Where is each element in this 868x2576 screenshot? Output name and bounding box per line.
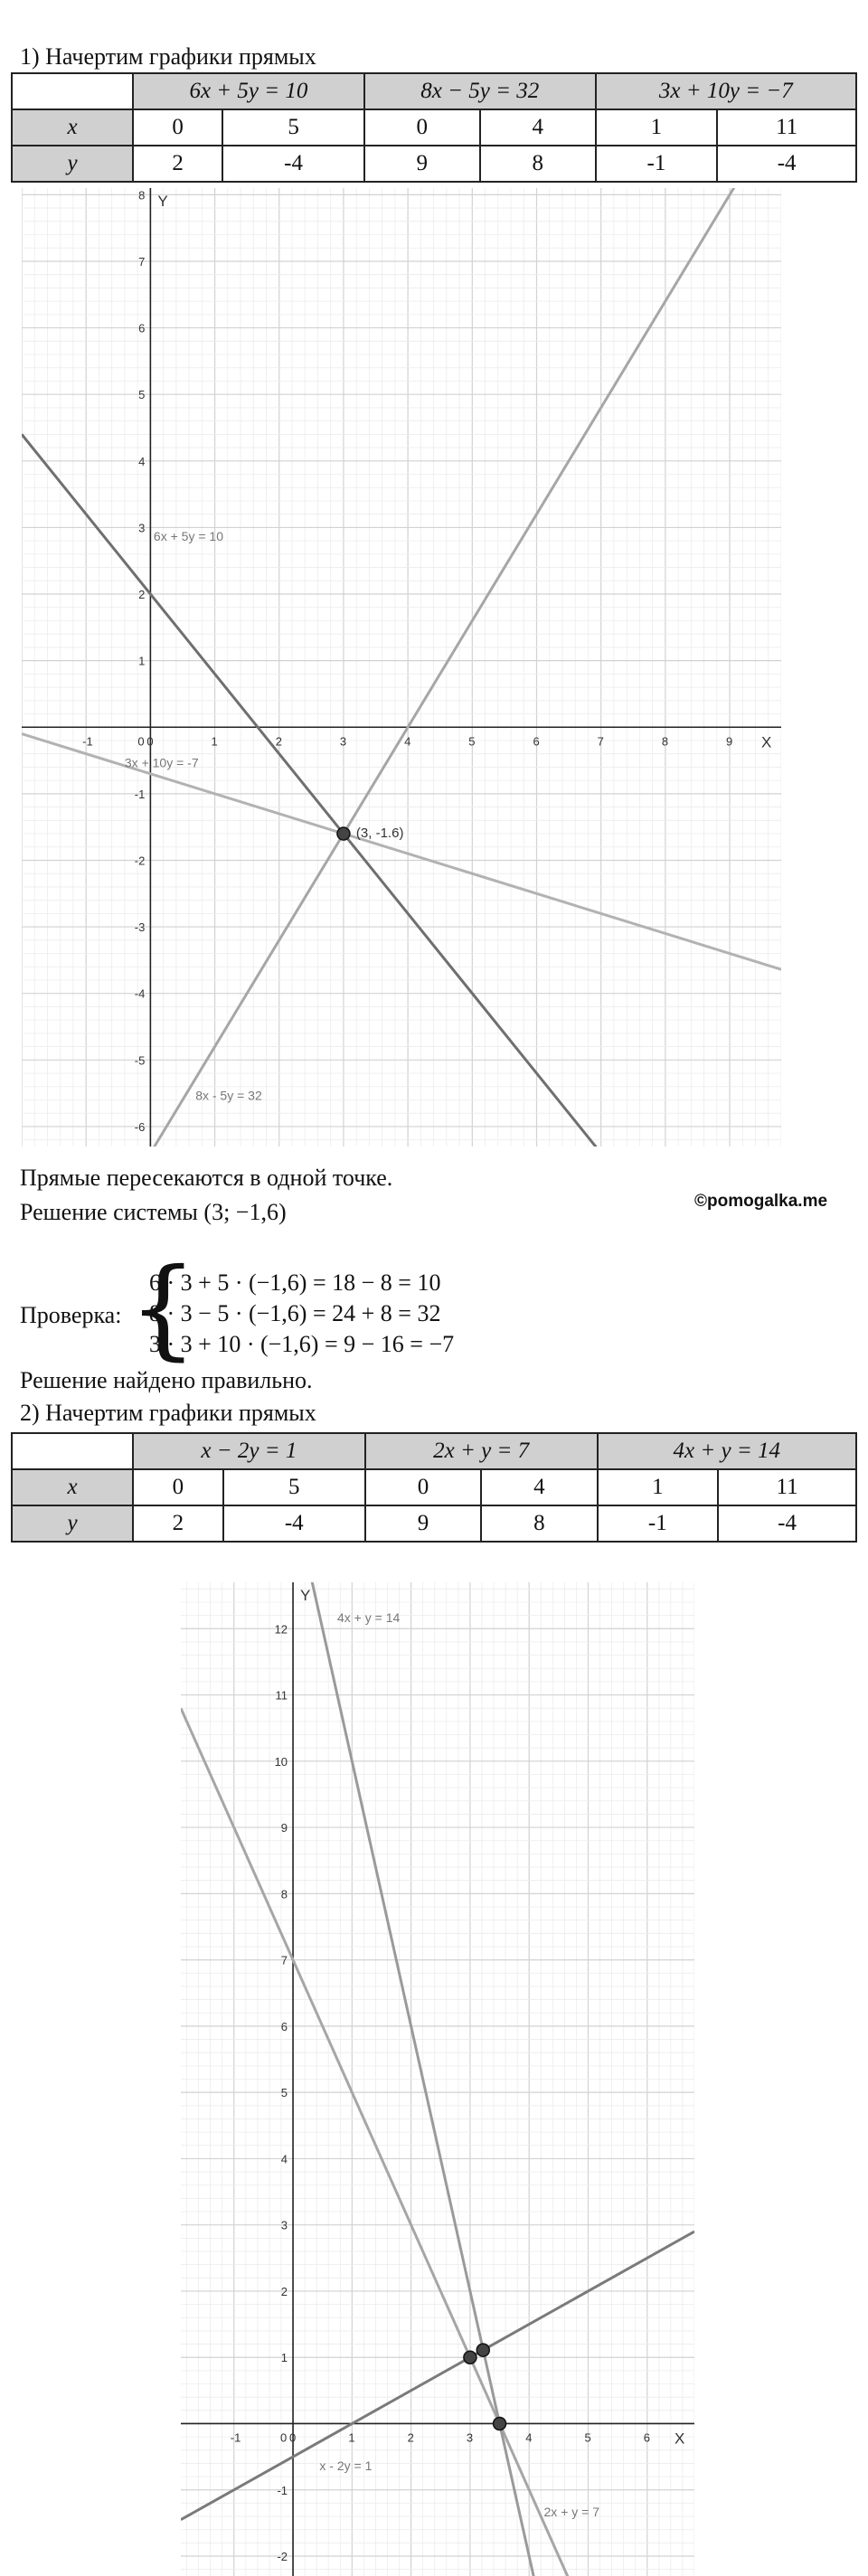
part1-values-table xyxy=(11,72,857,183)
origin-label: 0 xyxy=(280,2430,288,2445)
x-tick-label: 3 xyxy=(339,734,347,749)
series-line xyxy=(22,188,781,1146)
x-tick-label: 0 xyxy=(146,734,154,749)
y-tick-label: -2 xyxy=(134,854,146,868)
y-tick-label: 1 xyxy=(138,654,146,668)
table-cell: 0 xyxy=(364,109,480,146)
y-tick-label: 6 xyxy=(138,321,146,335)
equation-header: 6x + 5y = 10 xyxy=(133,73,364,109)
y-tick-label: 2 xyxy=(280,2284,288,2298)
check-line: 3 · 3 + 10 · (−1,6) = 9 − 16 = −7 xyxy=(149,1331,455,1357)
series-label: 4x + y = 14 xyxy=(337,1609,401,1625)
table-cell: 9 xyxy=(365,1505,481,1542)
table-cell: 0 xyxy=(133,1469,223,1505)
y-tick-label: -1 xyxy=(134,787,146,801)
table-cell: 2 xyxy=(133,1505,223,1542)
x-tick-label: 1 xyxy=(348,2430,355,2445)
x-tick-label: -1 xyxy=(230,2430,241,2445)
part1-heading: 1) Начертим графики прямых xyxy=(20,43,316,70)
intersection-point xyxy=(464,2351,476,2364)
y-axis-label: Y xyxy=(300,1587,311,1604)
y-tick-label: 6 xyxy=(280,2019,288,2033)
y-tick-label: -4 xyxy=(134,986,146,1001)
table-corner-cell xyxy=(12,73,133,109)
verified-text: Решение найдено правильно. xyxy=(20,1367,313,1393)
system-brace: { xyxy=(128,1246,198,1372)
part2-heading: 2) Начертим графики прямых xyxy=(20,1400,316,1426)
equation-header: 4x + y = 14 xyxy=(598,1433,857,1469)
y-tick-label: 11 xyxy=(275,1688,288,1703)
x-axis-label: X xyxy=(675,2430,685,2448)
y-tick-label: 7 xyxy=(138,254,146,269)
row-label-x: x xyxy=(12,109,133,146)
x-tick-label: 8 xyxy=(661,734,669,749)
y-tick-label: 12 xyxy=(274,1622,288,1637)
table-cell: -1 xyxy=(598,1505,719,1542)
table-row-y xyxy=(12,146,856,182)
table-header-row xyxy=(12,73,856,109)
equation-header: 8x − 5y = 32 xyxy=(364,73,596,109)
y-tick-label: 2 xyxy=(138,588,146,602)
table-cell: 11 xyxy=(718,1469,856,1505)
x-tick-label: 1 xyxy=(211,734,218,749)
table-cell: 1 xyxy=(596,109,718,146)
x-tick-label: 2 xyxy=(275,734,282,749)
intersection-point xyxy=(337,827,350,840)
x-tick-label: 6 xyxy=(643,2430,651,2445)
series-label: 8x - 5y = 32 xyxy=(195,1088,262,1103)
table-cell: 5 xyxy=(223,1469,365,1505)
table-cell: 9 xyxy=(364,146,480,182)
y-tick-label: 4 xyxy=(138,454,146,468)
x-tick-label: 9 xyxy=(726,734,733,749)
x-tick-label: -1 xyxy=(82,734,93,749)
table-cell: 1 xyxy=(598,1469,719,1505)
table-row-y xyxy=(12,1505,856,1542)
x-tick-label: 0 xyxy=(289,2430,297,2445)
origin-label: 0 xyxy=(137,734,145,749)
x-tick-label: 6 xyxy=(533,734,540,749)
y-tick-label: 7 xyxy=(280,1953,288,1967)
x-tick-label: 3 xyxy=(466,2430,474,2445)
y-tick-label: -6 xyxy=(134,1119,146,1134)
table-cell: 8 xyxy=(481,1505,597,1542)
table-cell: -4 xyxy=(718,1505,856,1542)
table-cell: 2 xyxy=(133,146,222,182)
y-tick-label: 8 xyxy=(138,188,146,203)
y-tick-label: -1 xyxy=(277,2483,288,2497)
y-tick-label: -5 xyxy=(134,1053,146,1068)
equation-header: 2x + y = 7 xyxy=(365,1433,598,1469)
row-label-y: y xyxy=(12,1505,133,1542)
y-tick-label: 9 xyxy=(280,1821,288,1835)
intersection-point xyxy=(476,2344,489,2356)
table-cell: 4 xyxy=(481,1469,597,1505)
table-cell: 0 xyxy=(133,109,222,146)
equation-header: 3x + 10y = −7 xyxy=(596,73,856,109)
table-cell: 11 xyxy=(717,109,856,146)
table-row-x xyxy=(12,1469,856,1505)
table-corner-cell xyxy=(12,1433,133,1469)
intersection-point xyxy=(494,2417,506,2430)
x-tick-label: 4 xyxy=(525,2430,533,2445)
check-line: 8 · 3 − 5 · (−1,6) = 24 + 8 = 32 xyxy=(149,1300,441,1326)
y-tick-label: 3 xyxy=(138,521,146,535)
y-tick-label: 8 xyxy=(280,1887,288,1901)
graph-1 xyxy=(22,188,781,1146)
y-tick-label: -2 xyxy=(277,2550,288,2564)
y-tick-label: -3 xyxy=(134,920,146,935)
series-label: 3x + 10y = -7 xyxy=(124,755,199,770)
y-tick-label: 1 xyxy=(280,2351,288,2365)
solution-text: Решение системы (3; −1,6) xyxy=(20,1199,287,1225)
intersect-text: Прямые пересекаются в одной точке. xyxy=(20,1165,393,1191)
series-label: x - 2y = 1 xyxy=(319,2458,373,2473)
table-row-x xyxy=(12,109,856,146)
x-tick-label: 4 xyxy=(404,734,411,749)
x-tick-label: 5 xyxy=(584,2430,591,2445)
table-cell: -4 xyxy=(717,146,856,182)
series-label: 2x + y = 7 xyxy=(543,2505,600,2520)
part2-values-table xyxy=(11,1432,857,1543)
x-tick-label: 7 xyxy=(597,734,604,749)
table-cell: -1 xyxy=(596,146,718,182)
y-axis-label: Y xyxy=(157,193,168,210)
point-label: (3, -1.6) xyxy=(355,826,404,842)
y-tick-label: 5 xyxy=(280,2086,288,2100)
y-tick-label: 5 xyxy=(138,388,146,402)
table-cell: 4 xyxy=(480,109,596,146)
series-label: 6x + 5y = 10 xyxy=(153,529,223,544)
check-label: Проверка: xyxy=(20,1302,122,1328)
table-cell: 0 xyxy=(365,1469,481,1505)
x-axis-label: X xyxy=(761,733,772,751)
table-header-row xyxy=(12,1433,856,1469)
y-tick-label: 3 xyxy=(280,2218,288,2232)
check-line: 6 · 3 + 5 · (−1,6) = 18 − 8 = 10 xyxy=(149,1269,441,1296)
x-tick-label: 5 xyxy=(468,734,476,749)
y-tick-label: 10 xyxy=(274,1754,288,1769)
table-cell: 5 xyxy=(222,109,363,146)
row-label-y: y xyxy=(12,146,133,182)
table-cell: -4 xyxy=(223,1505,365,1542)
x-tick-label: 2 xyxy=(407,2430,414,2445)
table-cell: -4 xyxy=(222,146,363,182)
table-cell: 8 xyxy=(480,146,596,182)
y-tick-label: 4 xyxy=(280,2152,288,2166)
graph-2 xyxy=(181,1582,694,2576)
row-label-x: x xyxy=(12,1469,133,1505)
equation-header: x − 2y = 1 xyxy=(133,1433,365,1469)
watermark: ©pomogalka.me xyxy=(694,1192,828,1211)
